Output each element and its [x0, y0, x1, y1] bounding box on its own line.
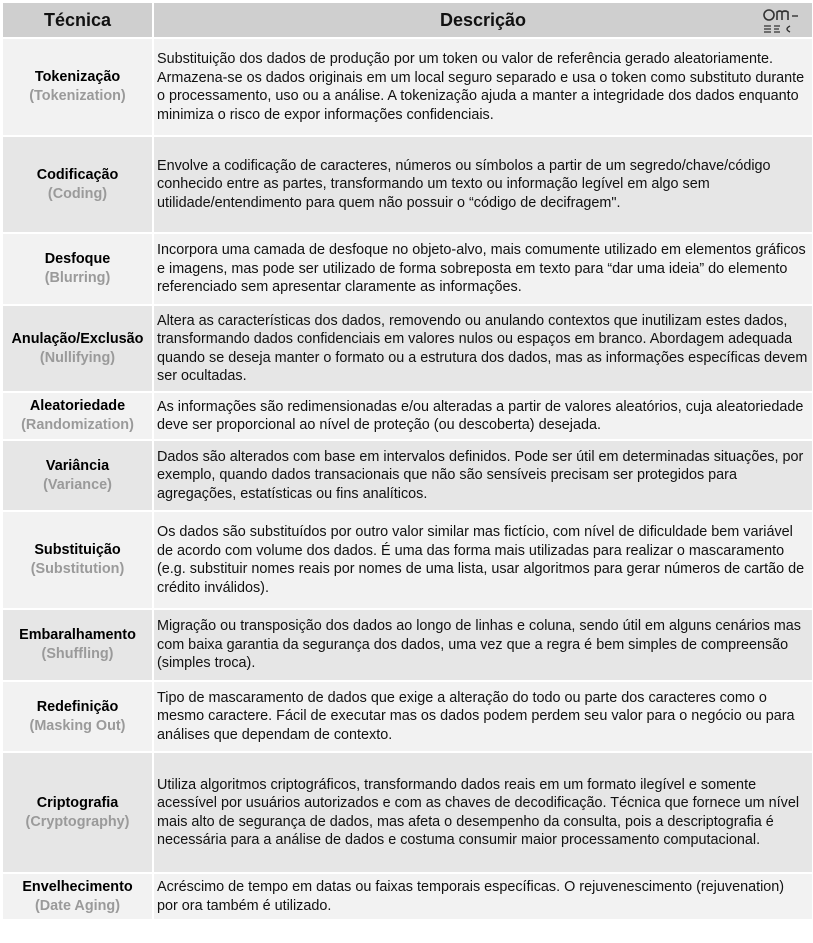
- technique-cell: [2, 392, 153, 440]
- technique-english-name: (Cryptography): [25, 813, 130, 830]
- table-row: [2, 233, 813, 305]
- table-row: [2, 873, 813, 920]
- technique-description: Incorpora uma camada de desfoque no objeto-alvo, mais comumente utilizado em elementos gráficos e imagens, mas pode ser utilizado de forma sobreposta em texto para “dar uma ideia” do elemento referenciado sem apresentar claramente as informações.: [153, 233, 813, 305]
- table-row: [2, 752, 813, 873]
- masking-techniques-table: [1, 1, 813, 921]
- technique-cell: [2, 136, 153, 233]
- table-row: [2, 38, 813, 136]
- technique-english-name: (Blurring): [44, 270, 111, 286]
- technique-cell: [2, 233, 153, 305]
- technique-name: Anulação/Exclusão: [11, 330, 144, 347]
- technique-english-name: (Shuffling): [41, 646, 114, 662]
- technique-cell: [2, 681, 153, 752]
- technique-cell: [2, 511, 153, 609]
- technique-name: Envelhecimento: [22, 878, 133, 895]
- table-row: [2, 392, 813, 440]
- technique-english-name: (Masking Out): [29, 717, 126, 734]
- technique-name: Embaralhamento: [19, 627, 136, 643]
- header-descricao-label: Descrição: [439, 9, 527, 30]
- technique-description: Substituição dos dados de produção por um token ou valor de referência gerado aleatoriamente. Armazena-se os dados originais em um local seguro separado e usa o token como substituto durante o processamento, uso ou a análise. A tokenização ajuda a manter a integridade dos dados enquanto minimiza o risco de expor informações confidenciais.: [153, 38, 813, 136]
- technique-english-name: (Date Aging): [34, 897, 120, 914]
- table-row: [2, 681, 813, 752]
- technique-cell: [2, 752, 153, 873]
- header-tecnica: Técnica: [2, 2, 153, 38]
- technique-name: Desfoque: [44, 251, 111, 267]
- technique-name: Substituição: [34, 542, 121, 558]
- technique-name: Codificação: [36, 166, 119, 183]
- technique-cell: [2, 440, 153, 511]
- technique-name: Aleatoriedade: [29, 398, 126, 414]
- technique-english-name: (Coding): [47, 185, 108, 202]
- technique-name: Tokenização: [34, 69, 121, 85]
- omsec-logo-icon: [762, 7, 800, 35]
- technique-cell: [2, 609, 153, 681]
- technique-english-name: (Randomization): [21, 417, 134, 433]
- header-row: [2, 2, 813, 38]
- technique-description: As informações são redimensionadas e/ou alteradas a partir de valores aleatórios, cuja aleatoriedade deve ser proporcional ao nível de proteção (ou descoberta) desejada.: [153, 392, 813, 440]
- technique-description: Os dados são substituídos por outro valor similar mas fictício, com nível de dificuldade bem variável de acordo com volume dos dados. É uma das forma mais utilizadas para realizar o mascaramento (e.g. substituir nomes reais por nomes de uma lista, usar algoritmos para gerar números de cartão de crédito inválidos).: [153, 511, 813, 609]
- technique-cell: [2, 305, 153, 392]
- technique-english-name: (Nullifying): [39, 349, 116, 366]
- table-row: [2, 609, 813, 681]
- technique-english-name: (Tokenization): [29, 88, 126, 104]
- technique-description: Acréscimo de tempo em datas ou faixas temporais específicas. O rejuvenescimento (rejuvenation) por ora também é utilizado.: [153, 873, 813, 920]
- technique-cell: [2, 873, 153, 920]
- table-row: [2, 440, 813, 511]
- technique-english-name: (Substitution): [30, 561, 125, 577]
- technique-name: Criptografia: [36, 794, 119, 811]
- technique-description: Altera as características dos dados, removendo ou anulando contextos que inutilizam estes dados, transformando dados confidenciais em valores nulos ou espaços em branco. Abordagem adequada quando se deseja manter o formato ou a estrutura dos dados, mas as informações específicas devem ser ocultadas.: [153, 305, 813, 392]
- technique-english-name: (Variance): [43, 476, 112, 493]
- table-row: [2, 511, 813, 609]
- technique-description: Migração ou transposição dos dados ao longo de linhas e coluna, sendo útil em alguns cenários mas com baixa garantia da segurança dos dados, uma vez que a regra é bem simples de compreensão (simples troca).: [153, 609, 813, 681]
- technique-description: Utiliza algoritmos criptográficos, transformando dados reais em um formato ilegível e somente acessível por usuários autorizados e com as chaves de decodificação. Técnica que fornece um nível mais alto de segurança de dados, mas afeta o desempenho da consulta, pois a descriptografia é necessária para a análise de dados e costuma consumir maior processamento computacional.: [153, 752, 813, 873]
- table-row: [2, 305, 813, 392]
- technique-description: Dados são alterados com base em intervalos definidos. Pode ser útil em determinadas situações, por exemplo, quando dados transacionais que não são sensíveis precisam ser protegidos para agregações, estatísticas ou fins analíticos.: [153, 440, 813, 511]
- technique-cell: [2, 38, 153, 136]
- technique-description: Tipo de mascaramento de dados que exige a alteração do todo ou parte dos caracteres como o mesmo caractere. Fácil de executar mas os dados podem perdem seu valor para o negócio ou para análises que dependam de contexto.: [153, 681, 813, 752]
- technique-name: Variância: [45, 457, 110, 474]
- header-descricao: [153, 2, 813, 38]
- table-row: [2, 136, 813, 233]
- technique-name: Redefinição: [36, 698, 119, 715]
- technique-description: Envolve a codificação de caracteres, números ou símbolos a partir de um segredo/chave/código conhecido entre as partes, transformando um texto ou informação legível em algo sem utilidade/entendimento para quem não possuir o “código de decifragem".: [153, 136, 813, 233]
